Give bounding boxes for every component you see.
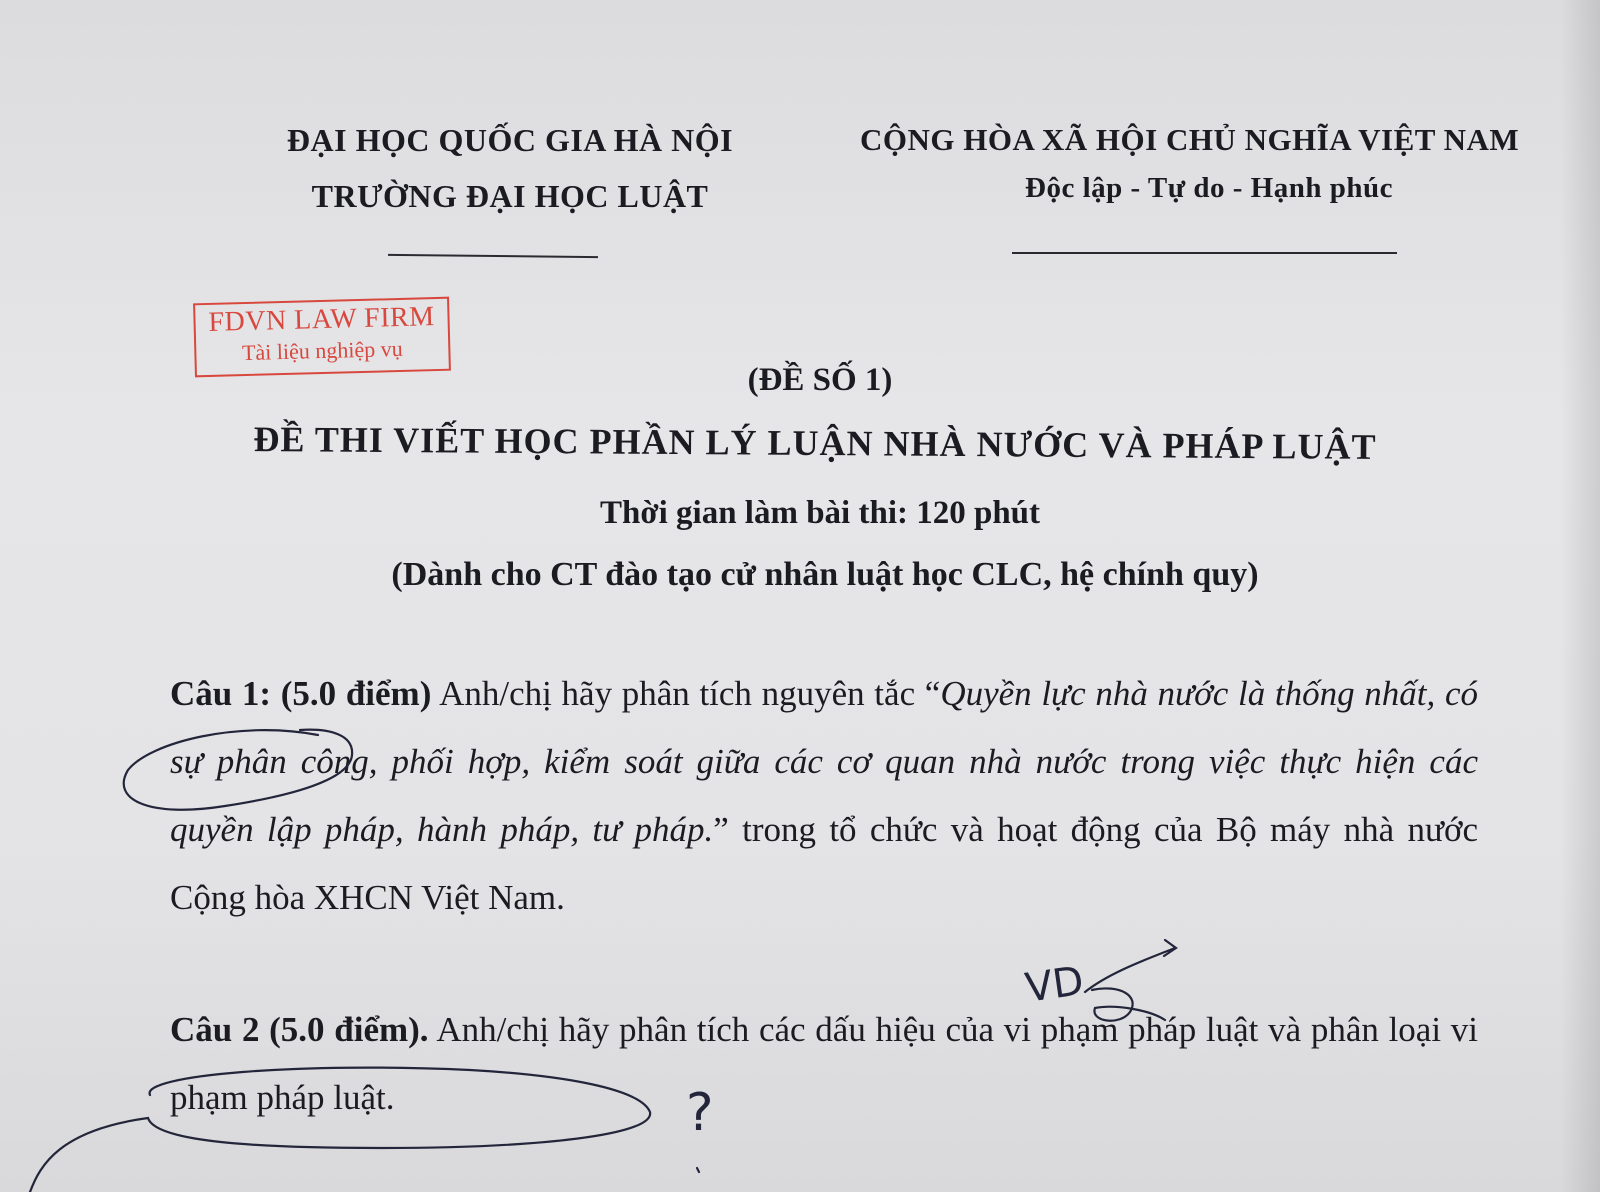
university-name: ĐẠI HỌC QUỐC GIA HÀ NỘI (286, 122, 734, 158)
exam-audience: (Dành cho CT đào tạo cử nhân luật học CLC, hệ chính quy) (391, 556, 1259, 593)
question-1-outro: ” trong tổ chức và hoạt động của Bộ máy nhà nước Cộng hòa XHCN Việt Nam. (170, 810, 1478, 917)
faculty-name: TRƯỜNG ĐẠI HỌC LUẬT (311, 178, 709, 214)
national-header (860, 122, 1600, 205)
question-1 (170, 660, 1478, 932)
handwritten-question-mark: ? (686, 1083, 714, 1143)
question-1-intro: Anh/chị hãy phân tích nguyên tắc “ (431, 674, 941, 713)
stamp-firm-name: FDVN LAW FIRM (208, 301, 436, 338)
arrow-mark (1085, 940, 1176, 992)
header-left-underline (388, 254, 598, 258)
margin-dot (697, 1168, 699, 1172)
question-2-text: Anh/chị hãy phân tích các dấu hiệu của vi phạm pháp luật và phân loại vi phạm pháp luật. (170, 1010, 1479, 1117)
header-right-underline (1012, 252, 1397, 254)
country-name: CỘNG HÒA XÃ HỘI CHỦ NGHĨA VIỆT NAM (860, 122, 1520, 157)
stamp-subtitle: Tài liệu nghiệp vụ (241, 335, 403, 366)
question-1-label: Câu 1: (5.0 điểm) (170, 674, 432, 713)
exam-title: ĐỀ THI VIẾT HỌC PHẦN LÝ LUẬN NHÀ NƯỚC VÀ PHÁP LUẬT (253, 419, 1377, 467)
question-2-label: Câu 2 (5.0 điểm). (170, 1010, 429, 1049)
exam-duration: Thời gian làm bài thi: 120 phút (599, 495, 1041, 531)
exam-number: (ĐỀ SỐ 1) (747, 362, 893, 398)
national-motto: Độc lập - Tự do - Hạnh phúc (1025, 172, 1393, 204)
margin-note-vd: VD (1022, 958, 1087, 1012)
question-2 (170, 996, 1478, 1132)
question-1-quote: Quyền lực nhà nước là thống nhất, có sự phân công, phối hợp, kiểm soát giữa các cơ quan nhà nước trong việc thực hiện các quyền lập pháp, hành pháp, tư pháp. (170, 674, 1478, 849)
university-header (250, 112, 770, 224)
